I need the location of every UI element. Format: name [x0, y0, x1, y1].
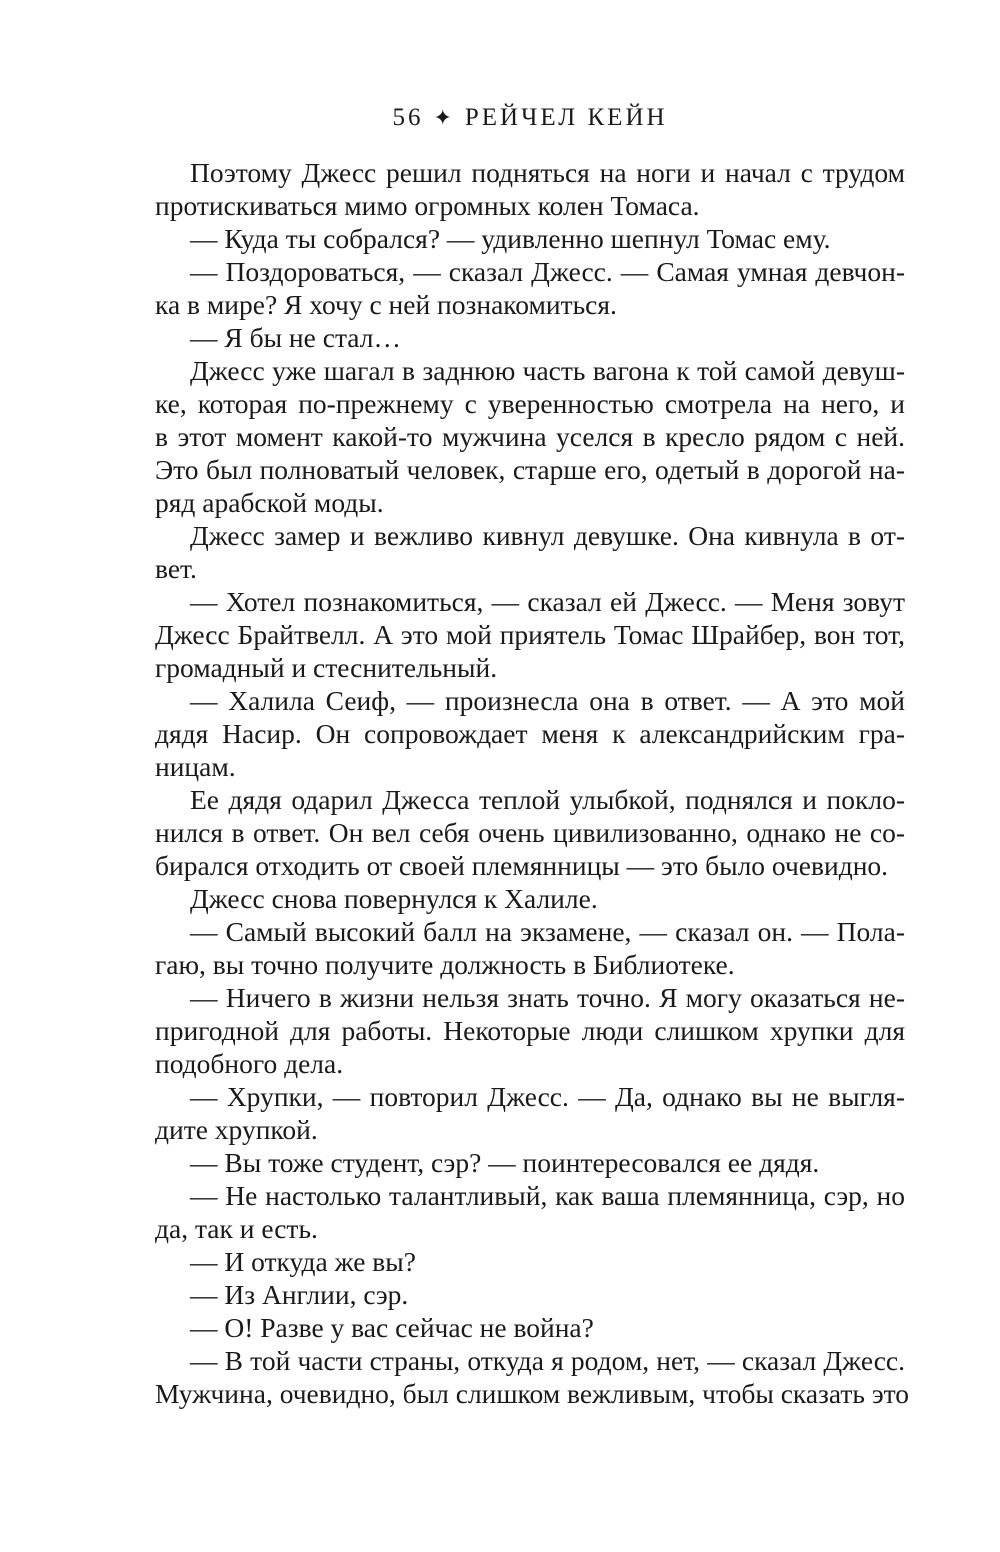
text-line: бирался отходить от своей племянницы — это было очевидно.: [155, 850, 889, 881]
text-line: да, так и есть.: [155, 1213, 318, 1244]
text-line: — Хрупки, — повторил Джесс. — Да, однако вы не выгля-: [190, 1081, 905, 1112]
text-line: — Самый высокий балл на экзамене, — сказал он. — Пола-: [190, 916, 905, 947]
text-line: пригодной для работы. Некоторые люди слишком хрупки для: [155, 1015, 905, 1046]
text-line: дите хрупкой.: [155, 1114, 318, 1145]
text-line: Это был полноватый человек, старше его, одетый в дорогой на-: [155, 454, 905, 485]
text-line: — Я бы не стал…: [190, 322, 401, 353]
text-line: вет.: [155, 553, 197, 584]
text-line: Джесс замер и вежливо кивнул девушке. Она кивнула в от-: [190, 520, 905, 551]
text-line: — Поздороваться, — сказал Джесс. — Самая умная девчон-: [190, 256, 905, 287]
text-line: нился в ответ. Он вел себя очень цивилизованно, однако не со-: [155, 817, 905, 848]
text-line: — Ничего в жизни нельзя знать точно. Я могу оказаться не-: [190, 982, 905, 1013]
text-line: Джесс уже шагал в заднюю часть вагона к той самой девуш-: [190, 355, 905, 386]
author-name: РЕЙЧЕЛ КЕЙН: [464, 104, 668, 131]
running-head: [155, 101, 905, 135]
text-line: ницам.: [155, 751, 236, 782]
text-line: — Вы тоже студент, сэр? — поинтересовался ее дядя.: [190, 1147, 820, 1178]
text-line: протискиваться мимо огромных колен Томаса.: [155, 190, 700, 221]
text-line: Ее дядя одарил Джесса теплой улыбкой, поднялся и покло-: [190, 784, 905, 815]
text-line: — О! Разве у вас сейчас не война?: [190, 1312, 594, 1343]
text-line: Джесс снова повернулся к Халиле.: [190, 883, 598, 914]
text-line: — Не настолько талантливый, как ваша племянница, сэр, но: [190, 1180, 905, 1211]
text-line: — Хотел познакомиться, — сказал ей Джесс. — Меня зовут: [190, 586, 905, 617]
ornament-separator: ✦: [433, 105, 455, 130]
text-line: — Халила Сеиф, — произнесла она в ответ. — А это мой: [190, 685, 905, 716]
text-line: — В той части страны, откуда я родом, нет, — сказал Джесс.: [190, 1345, 905, 1376]
page-number: 56: [392, 104, 424, 131]
text-line: ряд арабской моды.: [155, 487, 384, 518]
body-text: [155, 156, 910, 1410]
text-line: громадный и стеснительный.: [155, 652, 498, 683]
text-line: в этот момент какой-то мужчина уселся в кресло рядом с ней.: [155, 421, 905, 452]
text-line: — Куда ты собрался? — удивленно шепнул Томас ему.: [190, 223, 831, 254]
text-line: — И откуда же вы?: [190, 1246, 416, 1277]
text-line: Мужчина, очевидно, был слишком вежливым, чтобы сказать это: [155, 1378, 910, 1409]
text-line: ке, которая по-прежнему с уверенностью смотрела на него, и: [155, 388, 905, 419]
text-line: дядя Насир. Он сопровождает меня к александрийским гра-: [155, 718, 905, 749]
text-line: гаю, вы точно получите должность в Библиотеке.: [155, 949, 735, 980]
text-line: Поэтому Джесс решил подняться на ноги и начал с трудом: [190, 157, 905, 188]
text-line: — Из Англии, сэр.: [190, 1279, 409, 1310]
text-line: Джесс Брайтвелл. А это мой приятель Томас Шрайбер, вон тот,: [155, 619, 905, 650]
text-line: ка в мире? Я хочу с ней познакомиться.: [155, 289, 617, 320]
text-line: подобного дела.: [155, 1048, 344, 1079]
